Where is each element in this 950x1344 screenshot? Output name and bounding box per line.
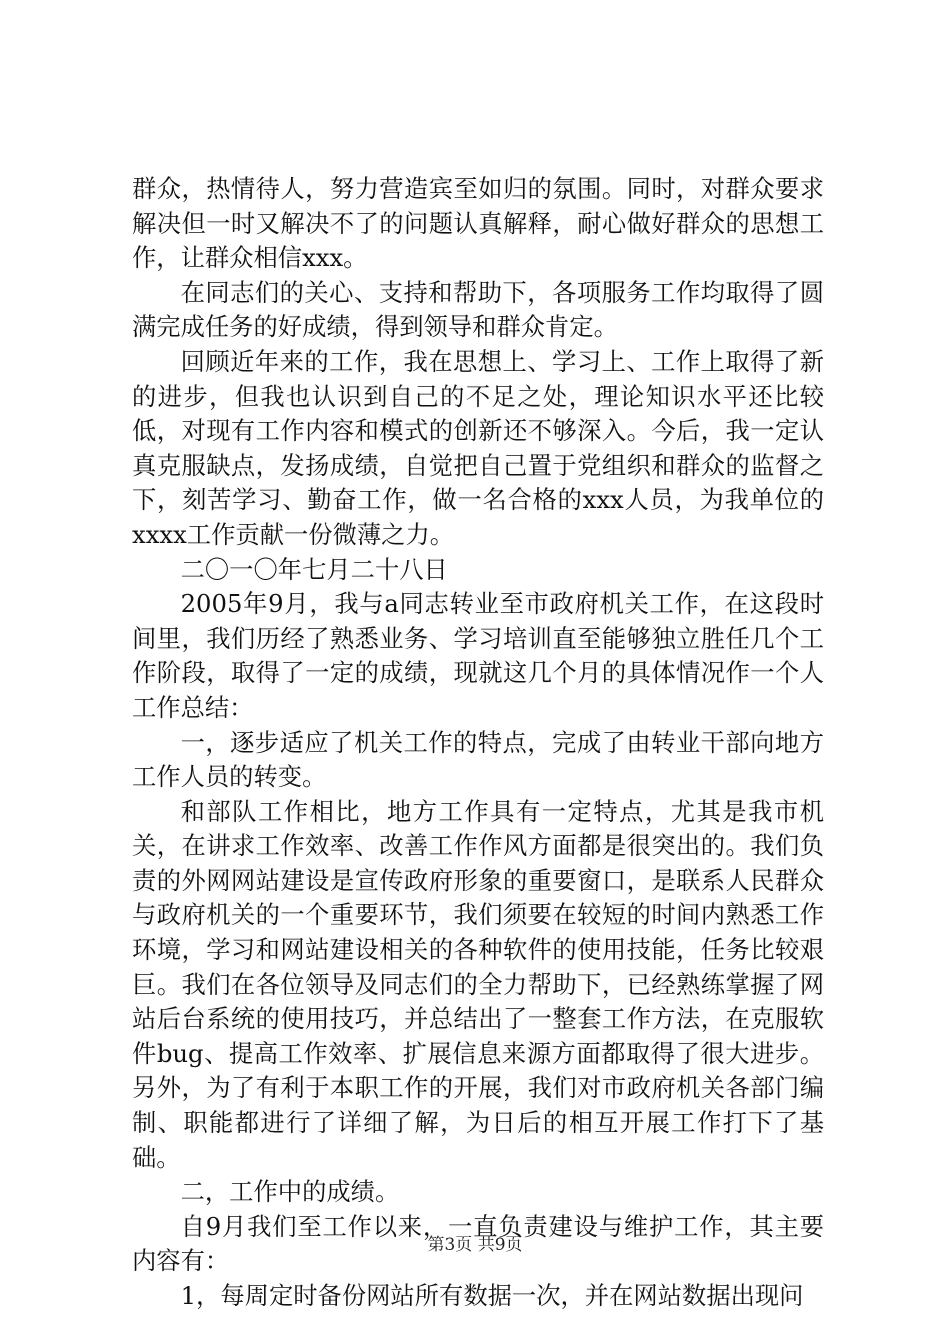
- paragraph-continuation: 群众，热情待人，努力营造宾至如归的氛围。同时，对群众要求解决但一时又解决不了的问题认真解释，耐心做好群众的思想工作，让群众相信xxx。: [132, 174, 824, 273]
- paragraph-main-duties: 自9月我们至工作以来，一直负责建设与维护工作，其主要内容有：: [132, 1211, 824, 1276]
- paragraph-service-results: 在同志们的关心、支持和帮助下，各项服务工作均取得了圆满完成任务的好成绩，得到领导和群众肯定。: [132, 277, 824, 342]
- paragraph-item-one: 1，每周定时备份网站所有数据一次，并在网站数据出现问: [180, 1281, 804, 1310]
- document-body: [132, 172, 824, 1314]
- paragraph-section-two: 二，工作中的成绩。: [180, 1177, 400, 1207]
- paragraph-review: 回顾近年来的工作，我在思想上、学习上、工作上取得了新的进步，但我也认识到自己的不足之处，理论知识水平还比较低，对现有工作内容和模式的创新还不够深入。今后，我一定认真克服缺点，发扬成绩，自觉把自己置于党组织和群众的监督之下，刻苦学习、勤奋工作，做一名合格的xxx人员，为我单位的xxxx工作贡献一份微薄之力。: [132, 346, 824, 549]
- paragraph-date: 二〇一〇年七月二十八日: [180, 554, 448, 584]
- paragraph-comparison: 和部队工作相比，地方工作具有一定特点，尤其是我市机关，在讲求工作效率、改善工作作风方面都是很突出的。我们负责的外网网站建设是宣传政府形象的重要窗口，是联系人民群众与政府机关的一个重要环节，我们须要在较短的时间内熟悉工作环境，学习和网站建设相关的各种软件的使用技能，任务比较艰巨。我们在各位领导及同志们的全力帮助下，已经熟练掌握了网站后台系统的使用技巧，并总结出了一整套工作方法，在克服软件bug、提高工作效率、扩展信息来源方面都取得了很大进步。另外，为了有利于本职工作的开展，我们对市政府机关各部门编制、职能都进行了详细了解，为日后的相互开展工作打下了基础。: [132, 796, 824, 1172]
- paragraph-section-one: 一，逐步适应了机关工作的特点，完成了由转业干部向地方工作人员的转变。: [132, 727, 824, 792]
- page-number-footer: 第3页 共9页: [427, 1235, 523, 1255]
- paragraph-intro: 2005年9月，我与a同志转业至市政府机关工作，在这段时间里，我们历经了熟悉业务、学习培训直至能够独立胜任几个工作阶段，取得了一定的成绩，现就这几个月的具体情况作一个人工作总结：: [132, 589, 824, 722]
